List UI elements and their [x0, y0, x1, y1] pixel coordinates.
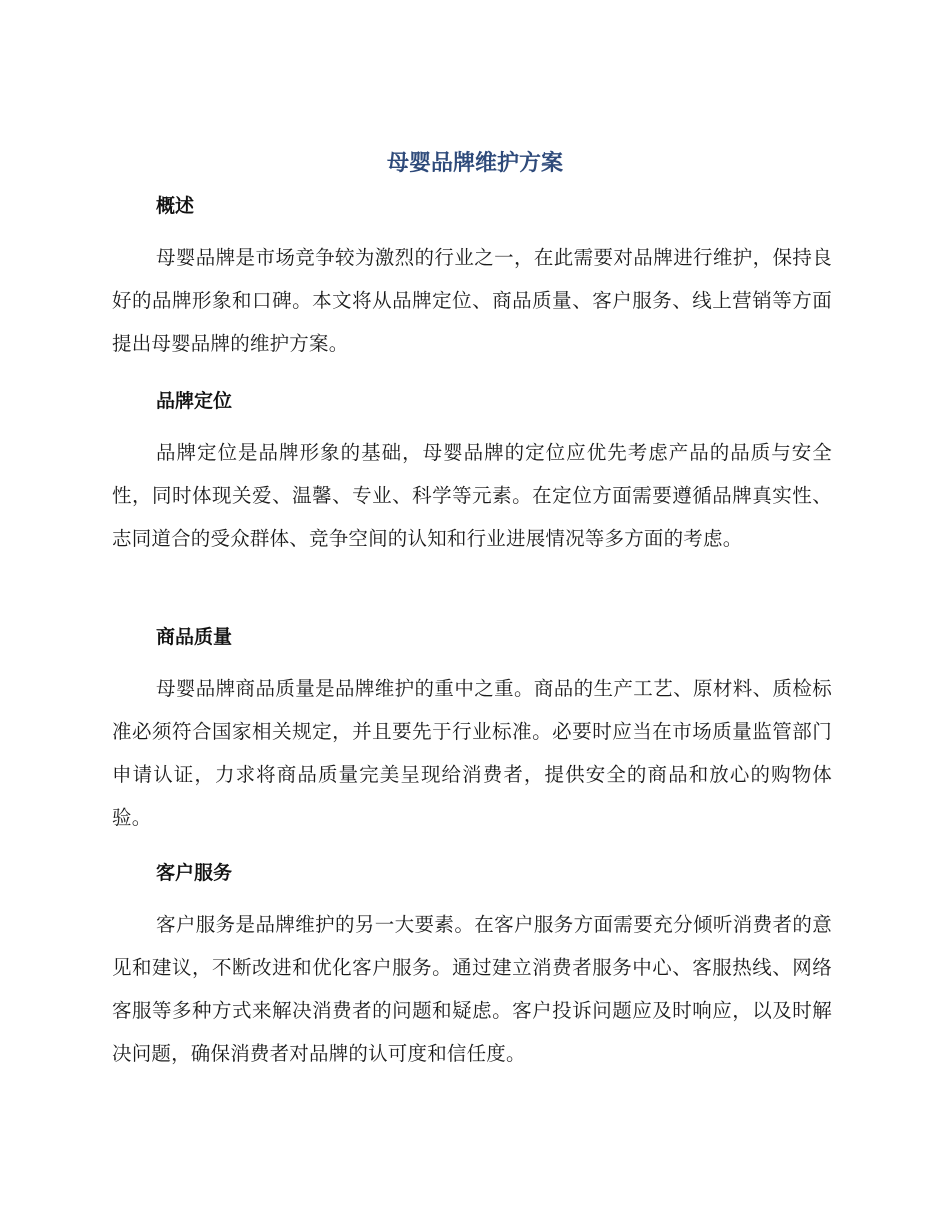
section-product-quality	[112, 623, 832, 839]
section-paragraph: 品牌定位是品牌形象的基础，母婴品牌的定位应优先考虑产品的品质与安全性，同时体现关爱、温馨、专业、科学等元素。在定位方面需要遵循品牌真实性、志同道合的受众群体、竞争空间的认知和行业进展情况等多方面的考虑。	[112, 441, 832, 550]
section-customer-service	[112, 859, 832, 1075]
section-paragraph: 客户服务是品牌维护的另一大要素。在客户服务方面需要充分倾听消费者的意见和建议，不断改进和优化客户服务。通过建立消费者服务中心、客服热线、网络客服等多种方式来解决消费者的问题和疑虑。客户投诉问题应及时响应，以及时解决问题，确保消费者对品牌的认可度和信任度。	[112, 913, 832, 1065]
section-overview	[112, 192, 832, 365]
section-heading: 客户服务	[156, 862, 233, 884]
section-heading: 概述	[156, 195, 195, 217]
section-paragraph: 母婴品牌商品质量是品牌维护的重中之重。商品的生产工艺、原材料、质检标准必须符合国家相关规定，并且要先于行业标准。必要时应当在市场质量监管部门申请认证，力求将商品质量完美呈现给消费者，提供安全的商品和放心的购物体验。	[112, 677, 832, 829]
section-heading: 商品质量	[156, 626, 233, 648]
section-brand-positioning	[112, 387, 832, 560]
section-paragraph: 母婴品牌是市场竞争较为激烈的行业之一，在此需要对品牌进行维护，保持良好的品牌形象和口碑。本文将从品牌定位、商品质量、客户服务、线上营销等方面提出母婴品牌的维护方案。	[112, 246, 832, 355]
document-title: 母婴品牌维护方案	[386, 151, 563, 176]
section-heading: 品牌定位	[156, 390, 233, 412]
